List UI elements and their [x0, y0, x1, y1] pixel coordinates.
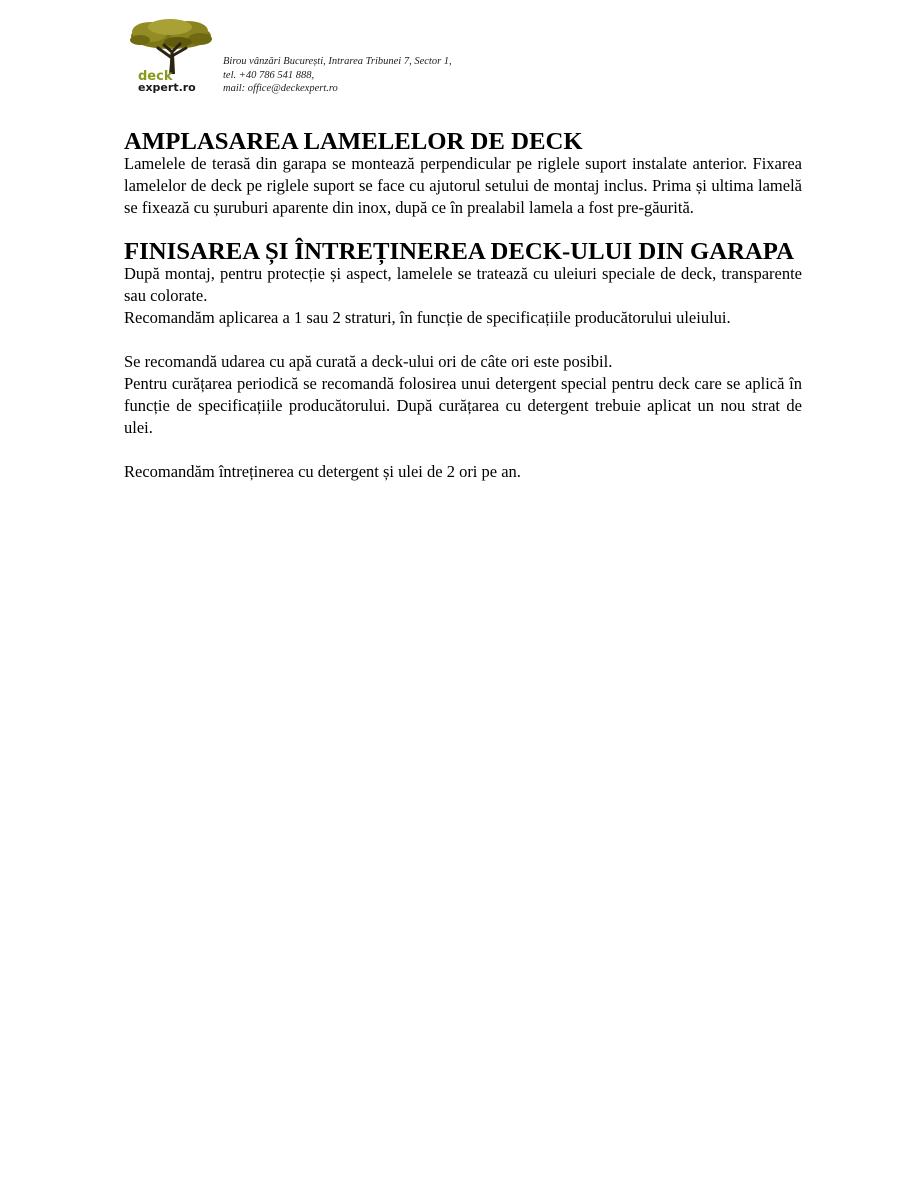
tree-icon: [128, 18, 214, 74]
contact-address: Birou vânzări București, Intrarea Tribunei 7, Sector 1,: [223, 56, 452, 67]
page-header: [128, 18, 528, 98]
paragraph-amplasare: Lamelele de terasă din garapa se montează perpendicular pe riglele suport instalate anterior. Fixarea lamelelor de deck pe riglele suport se face cu ajutorul setului de montaj inclus. Prima și ultima lamelă se fixează cu șuruburi aparente din inox, după ce în prealabil lamela a fost pre-găurită.: [124, 154, 802, 217]
logo-word-expert: expert.ro: [138, 81, 196, 94]
spacer: [124, 329, 802, 351]
paragraph-finisare-2: Recomandăm aplicarea a 1 sau 2 straturi, în funcție de specificațiile producătorului uleiului.: [124, 308, 731, 327]
deckexpert-logo: [128, 18, 214, 96]
contact-email: mail: office@deckexpert.ro: [223, 83, 338, 94]
paragraph-finisare-3: Se recomandă udarea cu apă curată a deck-ului ori de câte ori este posibil.: [124, 352, 613, 371]
section-title-amplasare: AMPLASAREA LAMELELOR DE DECK: [124, 128, 583, 155]
document-body: [124, 128, 802, 483]
spacer: [124, 439, 802, 461]
contact-phone: tel. +40 786 541 888,: [223, 69, 315, 81]
paragraph-finisare-1: După montaj, pentru protecție și aspect, lamelele se tratează cu uleiuri speciale de deck, transparente sau colorate.: [124, 264, 802, 305]
paragraph-finisare-4: Pentru curățarea periodică se recomandă folosirea unui detergent special pentru deck care se aplică în funcție de specificațiile producătorului. După curățarea cu detergent trebuie aplicat un nou strat de ulei.: [124, 374, 802, 437]
paragraph-finisare-5: Recomandăm întreținerea cu detergent și ulei de 2 ori pe an.: [124, 462, 521, 481]
section-title-finisare: FINISAREA ȘI ÎNTREȚINEREA DECK-ULUI DIN GARAPA: [124, 238, 794, 265]
contact-info: [223, 55, 452, 96]
logo-word-deck: deck: [138, 69, 173, 84]
